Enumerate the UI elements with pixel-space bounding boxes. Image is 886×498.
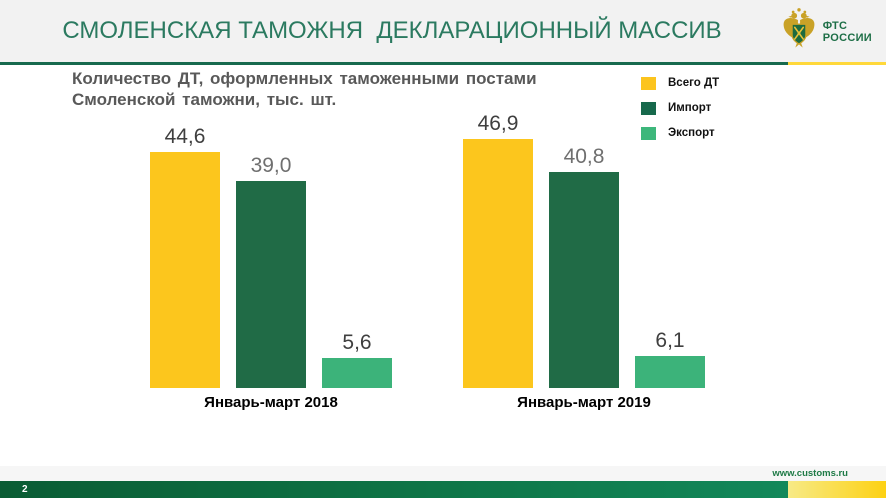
bar-value-import-group0: 39,0 bbox=[250, 154, 292, 177]
bar-total-group1 bbox=[463, 112, 533, 388]
page-title: СМОЛЕНСКАЯ ТАМОЖНЯ ДЕКЛАРАЦИОННЫЙ МАССИВ bbox=[62, 17, 722, 44]
category-label-1: Январь-март 2019 bbox=[517, 394, 651, 411]
bar-import-group0 bbox=[236, 154, 306, 388]
bar-export-group0 bbox=[322, 331, 392, 388]
customs-url: www.customs.ru bbox=[772, 468, 848, 479]
bar-export-group1 bbox=[635, 329, 705, 388]
bar-rect-export-group0 bbox=[322, 358, 392, 388]
bar-rect-total-group0 bbox=[150, 152, 220, 388]
bar-rect-import-group1 bbox=[549, 172, 619, 388]
fts-logo-line1: ФТС bbox=[822, 20, 848, 32]
bar-value-total-group0: 44,6 bbox=[164, 125, 206, 148]
chart-title: Количество ДТ, оформленных таможенными постами Смоленской таможни, тыс. шт. bbox=[72, 69, 537, 109]
legend-label-export: Экспорт bbox=[668, 127, 715, 139]
bar-rect-export-group1 bbox=[635, 356, 705, 388]
bar-value-export-group1: 6,1 bbox=[655, 329, 685, 352]
footer-bar bbox=[0, 481, 886, 498]
bar-group-0 bbox=[150, 125, 392, 388]
bar-import-group1 bbox=[549, 145, 619, 388]
footer-bar-yellow bbox=[788, 481, 886, 498]
page-number: 2 bbox=[22, 484, 28, 495]
bar-group-1 bbox=[463, 112, 705, 388]
legend-label-import: Импорт bbox=[668, 102, 712, 114]
footer-bar-green bbox=[0, 481, 788, 498]
bar-rect-total-group1 bbox=[463, 139, 533, 388]
legend-label-total: Всего ДТ bbox=[668, 77, 720, 89]
bar-rect-import-group0 bbox=[236, 181, 306, 388]
bar-total-group0 bbox=[150, 125, 220, 388]
footer-strip bbox=[0, 466, 886, 481]
bar-value-total-group1: 46,9 bbox=[477, 112, 519, 135]
bar-value-export-group0: 5,6 bbox=[342, 331, 372, 354]
category-label-0: Январь-март 2018 bbox=[204, 394, 338, 411]
bar-value-import-group1: 40,8 bbox=[563, 145, 605, 168]
fts-logo-line2: РОССИИ bbox=[822, 32, 872, 44]
